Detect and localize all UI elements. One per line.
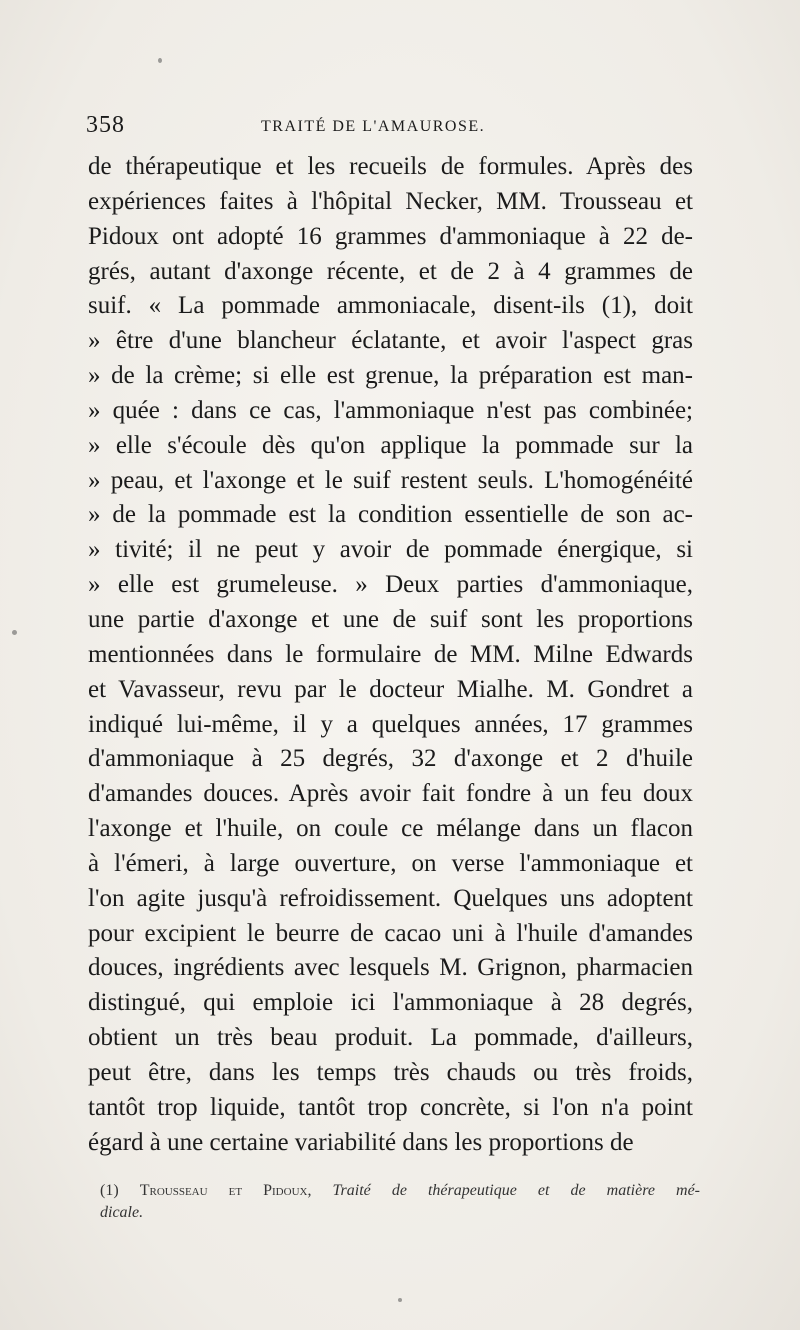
body-text: [88, 150, 693, 1160]
text-line: douces, ingrédients avec lesquels M. Grignon, pharmacien: [88, 954, 693, 982]
text-line: expériences faites à l'hôpital Necker, MM. Trousseau et: [88, 187, 693, 215]
footnote-authors: Trousseau et Pidoux,: [139, 1182, 312, 1199]
text-line: l'axonge et l'huile, on coule ce mélange dans un flacon: [88, 815, 693, 843]
text-line: suif. « La pommade ammoniacale, disent-ils (1), doit: [88, 292, 693, 320]
footnote-title-line1: Traité de thérapeutique et de matière mé-: [332, 1182, 701, 1199]
text-line: à l'émeri, à large ouverture, on verse l'ammoniaque et: [88, 849, 693, 877]
text-line: » elle est grumeleuse. » Deux parties d'ammoniaque,: [88, 571, 693, 599]
text-line: » peau, et l'axonge et le suif restent seuls. L'homogénéité: [88, 466, 693, 494]
text-line: indiqué lui-même, il y a quelques années, 17 grammes: [88, 710, 693, 738]
text-line: et Vavasseur, revu par le docteur Mialhe. M. Gondret a: [88, 675, 693, 703]
footnote-marker: (1): [100, 1182, 119, 1199]
text-line: égard à une certaine variabilité dans les proportions de: [88, 1128, 634, 1156]
scan-speck: [158, 58, 162, 63]
text-line: l'on agite jusqu'à refroidissement. Quelques uns adoptent: [88, 884, 693, 912]
text-line: » de la pommade est la condition essentielle de son ac-: [88, 501, 693, 529]
text-line: pour excipient le beurre de cacao uni à l'huile d'amandes: [88, 919, 693, 947]
text-line: Pidoux ont adopté 16 grammes d'ammoniaque à 22 de-: [88, 222, 693, 250]
page-number: 358: [86, 112, 125, 138]
text-line: d'ammoniaque à 25 degrés, 32 d'axonge et 2 d'huile: [88, 745, 693, 773]
text-line: de thérapeutique et les recueils de formules. Après des: [88, 153, 693, 180]
text-line: » elle s'écoule dès qu'on applique la pommade sur la: [88, 431, 693, 459]
text-line: » être d'une blancheur éclatante, et avoir l'aspect gras: [88, 327, 693, 355]
scan-speck: [398, 1298, 402, 1302]
footnote-title-line2: dicale.: [100, 1204, 144, 1221]
text-line: » quée : dans ce cas, l'ammoniaque n'est pas combinée;: [88, 396, 693, 424]
scan-speck: [12, 630, 17, 635]
text-line: une partie d'axonge et une de suif sont les proportions: [88, 605, 693, 633]
page-header: [86, 112, 691, 146]
text-line: d'amandes douces. Après avoir fait fondre à un feu doux: [88, 780, 693, 808]
text-line: tantôt trop liquide, tantôt trop concrète, si l'on n'a point: [88, 1093, 693, 1121]
footnote: [100, 1180, 700, 1224]
text-line: mentionnées dans le formulaire de MM. Milne Edwards: [88, 640, 693, 668]
text-line: distingué, qui emploie ici l'ammoniaque à 28 degrés,: [88, 989, 693, 1017]
running-title: TRAITÉ DE L'AMAUROSE.: [261, 118, 486, 135]
text-line: peut être, dans les temps très chauds ou très froids,: [88, 1058, 693, 1086]
text-line: obtient un très beau produit. La pommade, d'ailleurs,: [88, 1024, 693, 1052]
text-line: » tivité; il ne peut y avoir de pommade énergique, si: [88, 536, 693, 564]
text-line: grés, autant d'axonge récente, et de 2 à 4 grammes de: [88, 257, 693, 285]
text-line: » de la crème; si elle est grenue, la préparation est man-: [88, 362, 693, 390]
